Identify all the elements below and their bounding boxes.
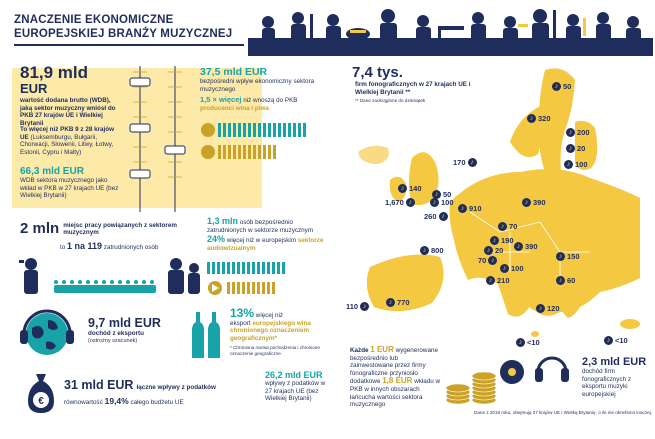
- map-label: ♪ <10: [516, 338, 540, 347]
- music-note-icon: ♪: [432, 190, 441, 199]
- map-label: ♪ 50: [432, 190, 451, 199]
- map-label: ♪ 210: [486, 276, 510, 285]
- music-note-icon: ♪: [488, 256, 497, 265]
- map-label: ♪ 390: [514, 242, 538, 251]
- money-bag-icon: [24, 370, 58, 416]
- music-note-icon: ♪: [484, 246, 493, 255]
- music-note-icon: ♪: [527, 114, 536, 123]
- audience-silhouettes: [16, 252, 201, 297]
- audiovisual-bars: [207, 262, 332, 298]
- europe-map: [340, 62, 652, 362]
- mixer-sliders-graphic: [125, 62, 195, 217]
- map-label: ♪ <10: [604, 336, 628, 345]
- map-label: 1,670 ♪: [385, 198, 415, 207]
- globe-headphones-icon: [18, 306, 76, 358]
- music-note-icon: ♪: [386, 298, 395, 307]
- map-label: ♪ 70: [498, 222, 517, 231]
- wine-beer-bars: [200, 122, 330, 172]
- euro-chain-block: Każde 1 EUR wygenerowane bezpośrednio lub zainwestowane przez firmy fonograficzne przyniosło dodatkowe 1,8 EUR wkładu w PKB w innych obszarach łańcucha wartości sektora muzycznego: [350, 345, 441, 409]
- map-label: ♪ 800: [420, 246, 444, 255]
- map-label: ♪ 320: [527, 114, 551, 123]
- title-underline: [14, 44, 244, 46]
- jobs-block: 2 mln miejsc pracy powiązanych z sektorem muzycznym to 1 na 119 zatrudnionych osób: [20, 220, 177, 251]
- music-note-icon: ♪: [458, 204, 467, 213]
- map-label: ♪ 190: [490, 236, 514, 245]
- coin-stacks-icon: [444, 362, 500, 406]
- tax-block: 31 mld EUR łączne wpływy z podatków równowartość 19,4% całego budżetu UE: [64, 378, 216, 406]
- gdp-block: 81,9 mld EUR wartość dodana brutto (WDB), jaką sektor muzyczny wniósł do PKB 27 krajów UE i Wielkiej Brytanii: [20, 63, 116, 127]
- map-label: ♪ 770: [386, 298, 410, 307]
- map-label: ♪ 100: [500, 264, 524, 273]
- map-label: ♪ 200: [566, 128, 590, 137]
- music-note-icon: ♪: [604, 336, 613, 345]
- music-note-icon: ♪: [420, 246, 429, 255]
- svg-text:€: €: [38, 396, 44, 407]
- music-note-icon: ♪: [406, 198, 415, 207]
- map-label: ♪ 50: [552, 82, 571, 91]
- music-note-icon: ♪: [536, 304, 545, 313]
- page-title: ZNACZENIE EKONOMICZNE EUROPEJSKIEJ BRANŻY MUZYCZNEJ: [14, 14, 233, 40]
- music-note-icon: ♪: [398, 184, 407, 193]
- map-label: ♪ 120: [536, 304, 560, 313]
- music-note-icon: ♪: [514, 242, 523, 251]
- music-note-icon: ♪: [468, 158, 477, 167]
- map-label: ♪ 140: [398, 184, 422, 193]
- music-note-icon: ♪: [486, 276, 495, 285]
- gdp-comparison: To więcej niż PKB 9 z 28 krajów UE (Luksemburgu, Bułgarii, Chorwacji, Słowenii, Litwy, Łotwy, Estonii, Cypru i Malty): [20, 126, 115, 156]
- music-note-icon: ♪: [556, 276, 565, 285]
- headphones-icon: [534, 346, 570, 388]
- map-label: ♪ 100: [430, 198, 454, 207]
- map-label: ♪ 100: [564, 160, 588, 169]
- music-note-icon: ♪: [564, 160, 573, 169]
- map-label: 110 ♪: [346, 302, 369, 311]
- map-label: ♪ 150: [556, 252, 580, 261]
- map-label: 170 ♪: [453, 158, 477, 167]
- music-note-icon: ♪: [556, 252, 565, 261]
- music-note-icon: ♪: [566, 128, 575, 137]
- export-block: 9,7 mld EUR dochód z eksportu (ostrożny szacunek): [88, 316, 161, 344]
- indirect-impact-block: 37,5 mld EUR bezpośredni wpływ ekonomiczny sektora muzycznego 1,5 × więcej niż wnoszą do PKB producenci wina i piwa: [200, 66, 315, 112]
- music-note-icon: ♪: [430, 198, 439, 207]
- music-note-icon: ♪: [516, 338, 525, 347]
- music-note-icon: ♪: [566, 144, 575, 153]
- map-label: ♪ 910: [458, 204, 482, 213]
- music-note-icon: ♪: [498, 222, 507, 231]
- map-label: ♪ 390: [522, 198, 546, 207]
- firms-block: 7,4 tys. firm fonograficznych w 27 krajach UE i Wielkiej Brytanii ** ** Dane zaokrąglone do dziesiątek: [352, 64, 471, 104]
- music-note-icon: ♪: [552, 82, 561, 91]
- direct-jobs-block: 1,3 mln osób bezpośrednio zatrudnionych w sektorze muzycznym 24% więcej niż w europejskim sektorze audiowizualnym: [207, 216, 324, 252]
- music-note-icon: ♪: [522, 198, 531, 207]
- map-label: 70 ♪: [478, 256, 497, 265]
- map-label: ♪ 20: [484, 246, 503, 255]
- wine-bottles-icon: [186, 310, 226, 360]
- music-note-icon: ♪: [360, 302, 369, 311]
- musicians-silhouette-band: [248, 4, 653, 56]
- map-label: ♪ 20: [566, 144, 585, 153]
- map-label: ♪ 60: [556, 276, 575, 285]
- wine-export-block: 13% więcej niż eksport europejskiego wina chronionego oznaczeniem geograficznym* * Chroniona nazwa pochodzenia i chronione oznaczenie geograficzne: [230, 306, 320, 356]
- music-note-icon: ♪: [490, 236, 499, 245]
- firm-export-block: 2,3 mld EUR dochód firm fonograficznych z eksportu muzyki europejskiej: [582, 356, 647, 398]
- source-note: Dane z 2018 roku, obejmują 27 krajów UE i Wielką Brytanię, o ile nie określono inaczej.: [474, 410, 652, 415]
- map-label: 260 ♪: [424, 212, 448, 221]
- vinyl-record-icon: [498, 352, 526, 392]
- music-note-icon: ♪: [500, 264, 509, 273]
- wdb-block: 66,3 mld EUR WDB sektora muzycznego jako wkład w PKB w 27 krajach UE (bez Wielkiej Brytanii): [20, 166, 119, 200]
- music-note-icon: ♪: [439, 212, 448, 221]
- tax27-block: 26,2 mld EUR wpływy z podatków w 27 krajach UE (bez Wielkiej Brytanii): [265, 370, 326, 403]
